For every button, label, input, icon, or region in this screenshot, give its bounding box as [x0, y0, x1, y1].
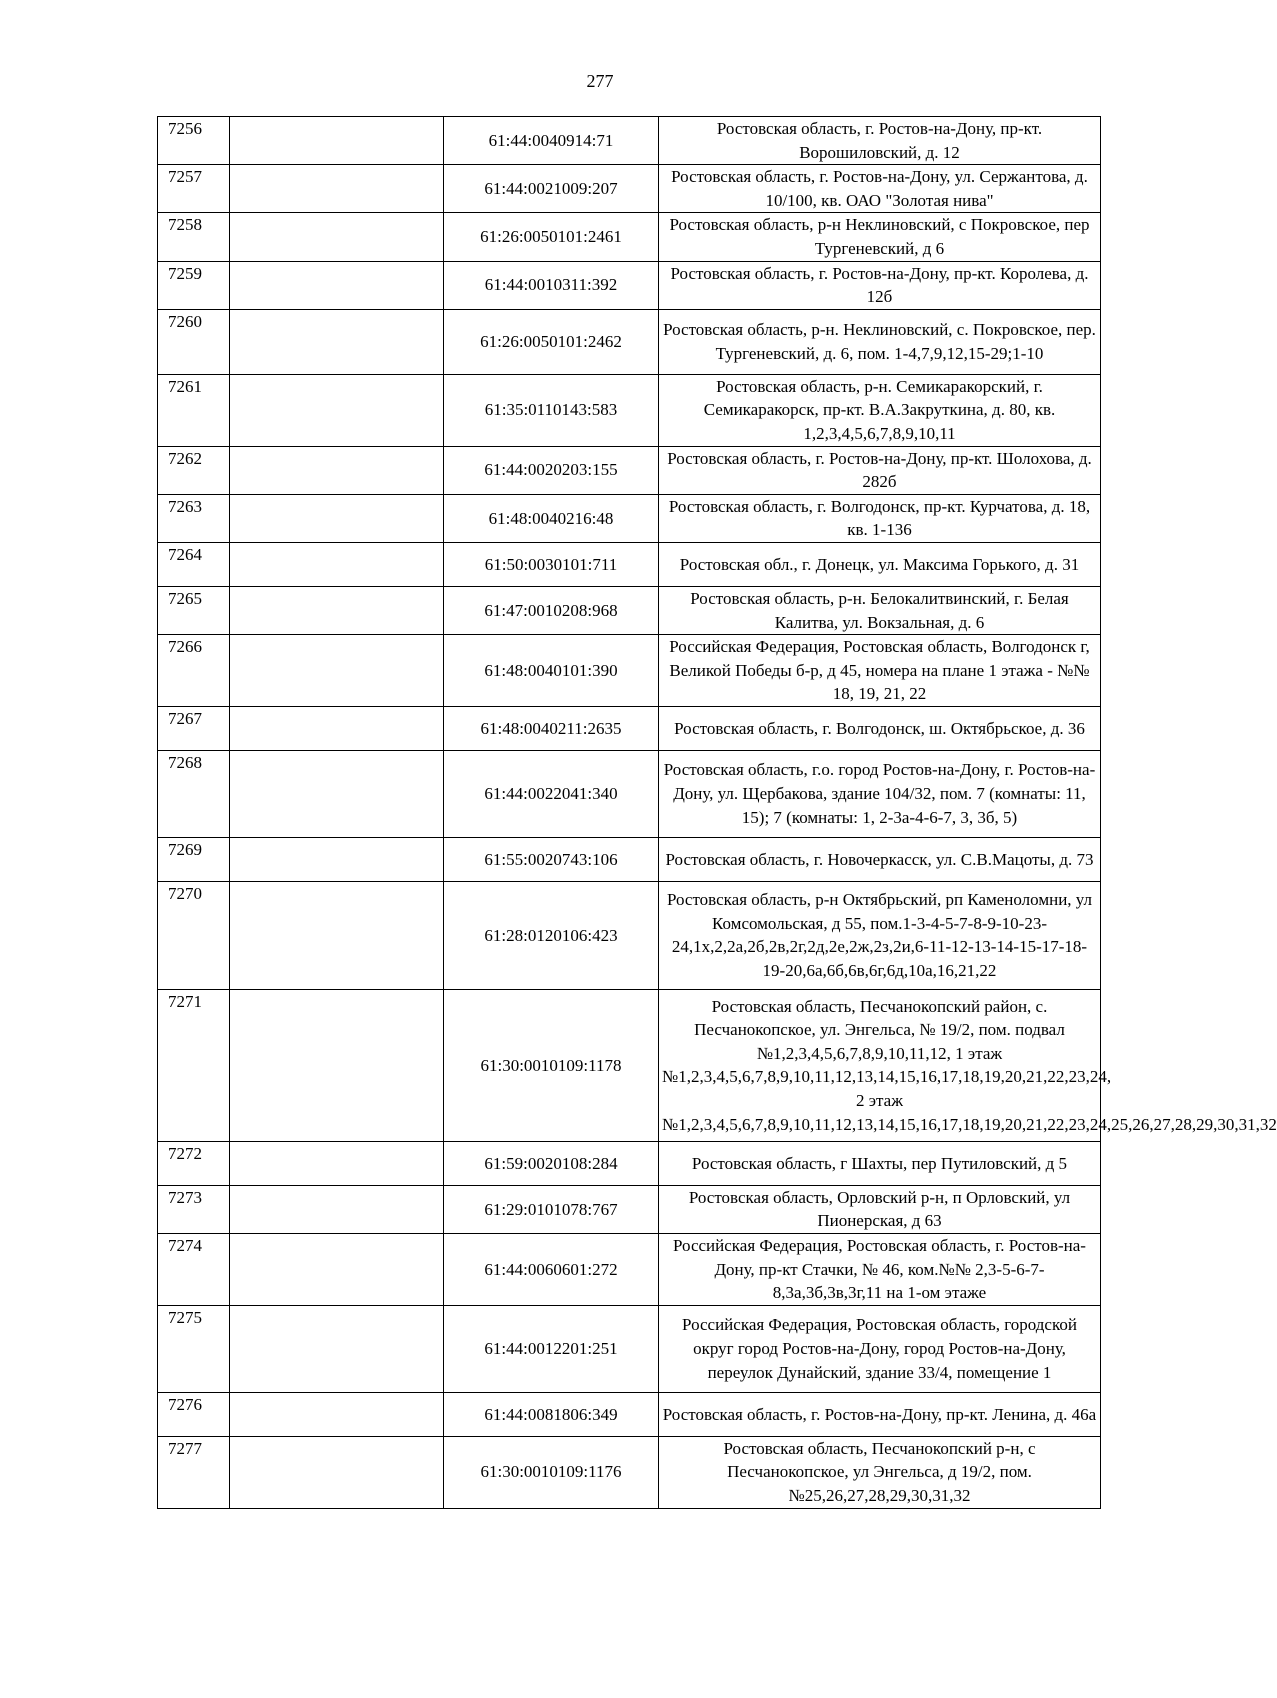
empty-cell	[230, 635, 444, 707]
table-row	[158, 881, 1101, 989]
address: Ростовская область, г. Новочеркасск, ул. С.В.Мацоты, д. 73	[659, 837, 1101, 881]
cadastral-number: 61:48:0040211:2635	[444, 706, 659, 750]
row-number: 7273	[158, 1185, 230, 1233]
empty-cell	[230, 837, 444, 881]
table-row	[158, 494, 1101, 542]
cadastral-number: 61:55:0020743:106	[444, 837, 659, 881]
row-number: 7271	[158, 989, 230, 1141]
address: Ростовская область, г. Ростов-на-Дону, ул. Сержантова, д. 10/100, кв. ОАО "Золотая нива"	[659, 165, 1101, 213]
cadastral-number: 61:35:0110143:583	[444, 374, 659, 446]
address: Ростовская область, г. Волгодонск, ш. Октябрьское, д. 36	[659, 706, 1101, 750]
table-row	[158, 213, 1101, 261]
row-number: 7256	[158, 117, 230, 165]
address: Ростовская область, р-н Неклиновский, с Покровское, пер Тургеневский, д 6	[659, 213, 1101, 261]
row-number: 7270	[158, 881, 230, 989]
address: Российская Федерация, Ростовская область, г. Ростов-на-Дону, пр-кт Стачки, № 46, ком.№№ 2,3-5-6-7-8,3а,3б,3в,3г,11 на 1-ом этаже	[659, 1234, 1101, 1306]
row-number: 7266	[158, 635, 230, 707]
empty-cell	[230, 586, 444, 634]
empty-cell	[230, 446, 444, 494]
empty-cell	[230, 494, 444, 542]
table-row	[158, 1392, 1101, 1436]
cadastral-number: 61:44:0022041:340	[444, 750, 659, 837]
cadastral-number: 61:30:0010109:1176	[444, 1436, 659, 1508]
table-row	[158, 446, 1101, 494]
empty-cell	[230, 1436, 444, 1508]
cadastral-number: 61:28:0120106:423	[444, 881, 659, 989]
cadastral-number: 61:44:0010311:392	[444, 261, 659, 309]
cadastral-number: 61:44:0040914:71	[444, 117, 659, 165]
address: Ростовская область, Песчанокопский район, с. Песчанокопское, ул. Энгельса, № 19/2, пом. подвал №1,2,3,4,5,6,7,8,9,10,11,12, 1 этаж №1,2,3,4,5,6,7,8,9,10,11,12,13,14,15,16,17,18,19,20,21,22,23,24, 2 этаж №1,2,3,4,5,6,7,8,9,10,11,12,13,14,15,16,17,18,19,20,21,22,23,24,25,26,27,28,29,30,31,32	[659, 989, 1101, 1141]
empty-cell	[230, 881, 444, 989]
row-number: 7277	[158, 1436, 230, 1508]
address: Ростовская область, г.о. город Ростов-на-Дону, г. Ростов-на-Дону, ул. Щербакова, здание 104/32, пом. 7 (комнаты: 11, 15); 7 (комнаты: 1, 2-3а-4-6-7, 3, 3б, 5)	[659, 750, 1101, 837]
address: Российская Федерация, Ростовская область, городской округ город Ростов-на-Дону, город Ростов-на-Дону, переулок Дунайский, здание 33/4, помещение 1	[659, 1305, 1101, 1392]
row-number: 7268	[158, 750, 230, 837]
address: Ростовская обл., г. Донецк, ул. Максима Горького, д. 31	[659, 542, 1101, 586]
empty-cell	[230, 1185, 444, 1233]
address: Ростовская область, г. Ростов-на-Дону, пр-кт. Шолохова, д. 282б	[659, 446, 1101, 494]
table-row	[158, 989, 1101, 1141]
table-row	[158, 1436, 1101, 1508]
row-number: 7272	[158, 1141, 230, 1185]
table-row	[158, 261, 1101, 309]
property-table-body	[158, 117, 1277, 1509]
row-number: 7258	[158, 213, 230, 261]
row-number: 7259	[158, 261, 230, 309]
table-row	[158, 374, 1101, 446]
cadastral-number: 61:48:0040216:48	[444, 494, 659, 542]
cadastral-number: 61:50:0030101:711	[444, 542, 659, 586]
empty-cell	[230, 1141, 444, 1185]
empty-cell	[230, 309, 444, 374]
empty-cell	[230, 542, 444, 586]
property-table	[157, 116, 1277, 1509]
empty-cell	[230, 1305, 444, 1392]
table-row	[158, 750, 1101, 837]
table-row	[158, 1305, 1101, 1392]
cadastral-number: 61:48:0040101:390	[444, 635, 659, 707]
empty-cell	[230, 374, 444, 446]
empty-cell	[230, 750, 444, 837]
cadastral-number: 61:30:0010109:1178	[444, 989, 659, 1141]
cadastral-number: 61:44:0020203:155	[444, 446, 659, 494]
cadastral-number: 61:44:0021009:207	[444, 165, 659, 213]
row-number: 7264	[158, 542, 230, 586]
empty-cell	[230, 706, 444, 750]
empty-cell	[230, 213, 444, 261]
address: Ростовская область, р-н. Белокалитвинский, г. Белая Калитва, ул. Вокзальная, д. 6	[659, 586, 1101, 634]
cadastral-number: 61:59:0020108:284	[444, 1141, 659, 1185]
row-number: 7257	[158, 165, 230, 213]
cadastral-number: 61:44:0060601:272	[444, 1234, 659, 1306]
cadastral-number: 61:47:0010208:968	[444, 586, 659, 634]
address: Ростовская область, р-н. Семикаракорский, г. Семикаракорск, пр-кт. В.А.Закруткина, д. 80, кв. 1,2,3,4,5,6,7,8,9,10,11	[659, 374, 1101, 446]
address: Ростовская область, г. Ростов-на-Дону, пр-кт. Ленина, д. 46а	[659, 1392, 1101, 1436]
table-row	[158, 1234, 1101, 1306]
table-row	[158, 586, 1101, 634]
empty-cell	[230, 165, 444, 213]
address: Ростовская область, г Шахты, пер Путиловский, д 5	[659, 1141, 1101, 1185]
cadastral-number: 61:44:0081806:349	[444, 1392, 659, 1436]
address: Ростовская область, р-н. Неклиновский, с. Покровское, пер. Тургеневский, д. 6, пом. 1-4,7,9,12,15-29;1-10	[659, 309, 1101, 374]
row-number: 7261	[158, 374, 230, 446]
table-row	[158, 1141, 1101, 1185]
table-row	[158, 1185, 1101, 1233]
empty-cell	[230, 261, 444, 309]
address: Ростовская область, г. Ростов-на-Дону, пр-кт. Ворошиловский, д. 12	[659, 117, 1101, 165]
empty-cell	[230, 1392, 444, 1436]
row-number: 7275	[158, 1305, 230, 1392]
table-row	[158, 635, 1101, 707]
address: Ростовская область, р-н Октябрьский, рп Каменоломни, ул Комсомольская, д 55, пом.1-3-4-5-7-8-9-10-23-24,1х,2,2а,2б,2в,2г,2д,2е,2ж,2з,2и,6-11-12-13-14-15-17-18-19-20,6а,6б,6в,6г,6д,10а,16,21,22	[659, 881, 1101, 989]
row-number: 7260	[158, 309, 230, 374]
address: Ростовская область, Песчанокопский р-н, с Песчанокопское, ул Энгельса, д 19/2, пом. №25,26,27,28,29,30,31,32	[659, 1436, 1101, 1508]
table-row	[158, 837, 1101, 881]
cadastral-number: 61:44:0012201:251	[444, 1305, 659, 1392]
table-row	[158, 542, 1101, 586]
table-row	[158, 165, 1101, 213]
empty-cell	[230, 1234, 444, 1306]
empty-cell	[230, 117, 444, 165]
cadastral-number: 61:26:0050101:2461	[444, 213, 659, 261]
address: Ростовская область, г. Волгодонск, пр-кт. Курчатова, д. 18, кв. 1-136	[659, 494, 1101, 542]
address: Российская Федерация, Ростовская область, Волгодонск г, Великой Победы б-р, д 45, номера на плане 1 этажа - №№ 18, 19, 21, 22	[659, 635, 1101, 707]
row-number: 7265	[158, 586, 230, 634]
row-number: 7269	[158, 837, 230, 881]
address: Ростовская область, Орловский р-н, п Орловский, ул Пионерская, д 63	[659, 1185, 1101, 1233]
row-number: 7276	[158, 1392, 230, 1436]
table-row	[158, 117, 1101, 165]
table-row	[158, 706, 1101, 750]
cadastral-number: 61:26:0050101:2462	[444, 309, 659, 374]
row-number: 7274	[158, 1234, 230, 1306]
row-number: 7267	[158, 706, 230, 750]
cadastral-number: 61:29:0101078:767	[444, 1185, 659, 1233]
page-number: 277	[586, 71, 614, 91]
empty-cell	[230, 989, 444, 1141]
row-number: 7262	[158, 446, 230, 494]
address: Ростовская область, г. Ростов-на-Дону, пр-кт. Королева, д. 12б	[659, 261, 1101, 309]
row-number: 7263	[158, 494, 230, 542]
table-row	[158, 309, 1101, 374]
